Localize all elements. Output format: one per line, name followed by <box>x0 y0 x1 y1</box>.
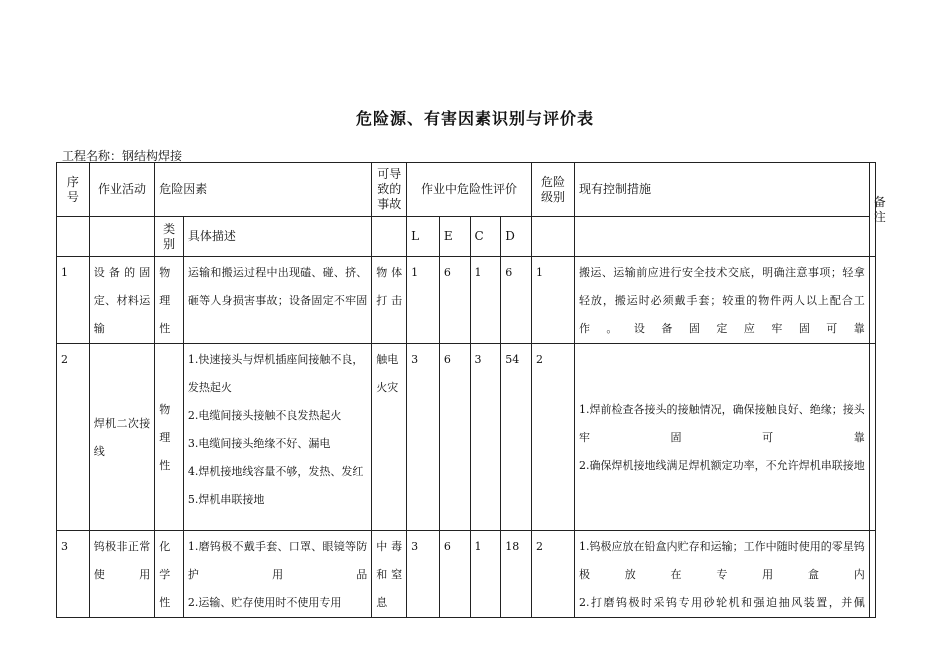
row-remark <box>869 257 875 344</box>
header-C: C <box>470 217 501 257</box>
row-D: 18 <box>501 531 532 618</box>
row-description <box>183 344 371 531</box>
row-L: 3 <box>407 344 440 531</box>
description-line: 5.焊机串联接地 <box>187 493 265 506</box>
page-title: 危险源、有害因素识别与评价表 <box>355 109 594 128</box>
control-line: 2.打磨钨极时采钨专用砂轮机和强迫抽风装置，并佩 <box>578 596 865 609</box>
row-seq: 1 <box>57 257 90 344</box>
description-line: 1.快速接头与焊机插座间接触不良，发热起火 <box>187 353 364 394</box>
table-row <box>57 257 876 344</box>
description-line: 2.电缆间接头接触不良发热起火 <box>187 409 342 422</box>
row-level: 1 <box>531 257 574 344</box>
row-seq: 2 <box>57 344 90 531</box>
header-level: 危险级别 <box>531 163 574 217</box>
row-level: 2 <box>531 531 574 618</box>
row-remark <box>869 344 875 531</box>
row-E: 6 <box>439 344 470 531</box>
consequence-line: 触电 <box>376 353 399 366</box>
consequence-line: 火灾 <box>376 381 399 394</box>
header-evaluation: 作业中危险性评价 <box>407 163 532 217</box>
control-line: 2.确保焊机接地线满足焊机额定功率，不允许焊机串联接地 <box>578 459 865 472</box>
row-L: 3 <box>407 531 440 618</box>
header-description: 具体描述 <box>183 217 371 257</box>
row-activity: 设备的固定、材料运输 <box>89 257 155 344</box>
header-L: L <box>407 217 440 257</box>
header-hazard: 危险因素 <box>155 163 372 217</box>
row-C: 1 <box>470 257 501 344</box>
row-level: 2 <box>531 344 574 531</box>
row-control <box>574 531 869 618</box>
row-category: 化学性 <box>155 531 184 618</box>
row-C: 3 <box>470 344 501 531</box>
row-consequence <box>372 344 407 531</box>
project-name-label: 工程名称：钢结构焊接 <box>62 149 183 163</box>
control-line: 1.钨极应放在铅盒内贮存和运输；工作中随时使用的零星钨极放在专用盒内 <box>578 540 865 581</box>
row-category: 物理性 <box>155 344 184 531</box>
row-E: 6 <box>439 257 470 344</box>
row-D: 54 <box>501 344 532 531</box>
row-control <box>574 344 869 531</box>
table-row <box>57 531 876 618</box>
header-remark: 备注 <box>869 163 875 257</box>
row-activity: 钨极非正常使用 <box>89 531 155 618</box>
description-line: 4.焊机接地线容量不够，发热、发红 <box>187 465 364 478</box>
row-E: 6 <box>439 531 470 618</box>
hazard-evaluation-table <box>56 162 886 618</box>
row-activity: 焊机二次接线 <box>89 344 155 531</box>
row-description: 运输和搬运过程中出现磕、碰、挤、砸等人身损害事故；设备固定不牢固 <box>183 257 371 344</box>
header-control: 现有控制措施 <box>574 163 869 217</box>
description-line: 3.电缆间接头绝缘不好、漏电 <box>187 437 331 450</box>
row-C: 1 <box>470 531 501 618</box>
description-line: 2.运输、贮存使用时不使用专用 <box>187 596 342 609</box>
header-activity: 作业活动 <box>89 163 155 217</box>
control-line: 1.焊前检查各接头的接触情况，确保接触良好、绝缘；接头牢固可靠 <box>578 403 865 444</box>
header-E: E <box>439 217 470 257</box>
header-seq: 序号 <box>57 163 90 217</box>
row-description <box>183 531 371 618</box>
row-D: 6 <box>501 257 532 344</box>
row-remark <box>869 531 875 618</box>
header-D: D <box>501 217 532 257</box>
header-category: 类别 <box>155 217 184 257</box>
row-category: 物理性 <box>155 257 184 344</box>
table-row <box>57 344 876 531</box>
row-consequence: 中毒和窒息 <box>372 531 407 618</box>
header-consequence: 可导致的事故 <box>372 163 407 217</box>
row-L: 1 <box>407 257 440 344</box>
row-control: 搬运、运输前应进行安全技术交底，明确注意事项；轻拿轻放，搬运时必须戴手套；较重的物件两人以上配合工作。设备固定应牢固可靠 <box>574 257 869 344</box>
row-consequence: 物体打击 <box>372 257 407 344</box>
row-seq: 3 <box>57 531 90 618</box>
description-line: 1.磨钨极不戴手套、口罩、眼镜等防护用品 <box>187 540 368 581</box>
